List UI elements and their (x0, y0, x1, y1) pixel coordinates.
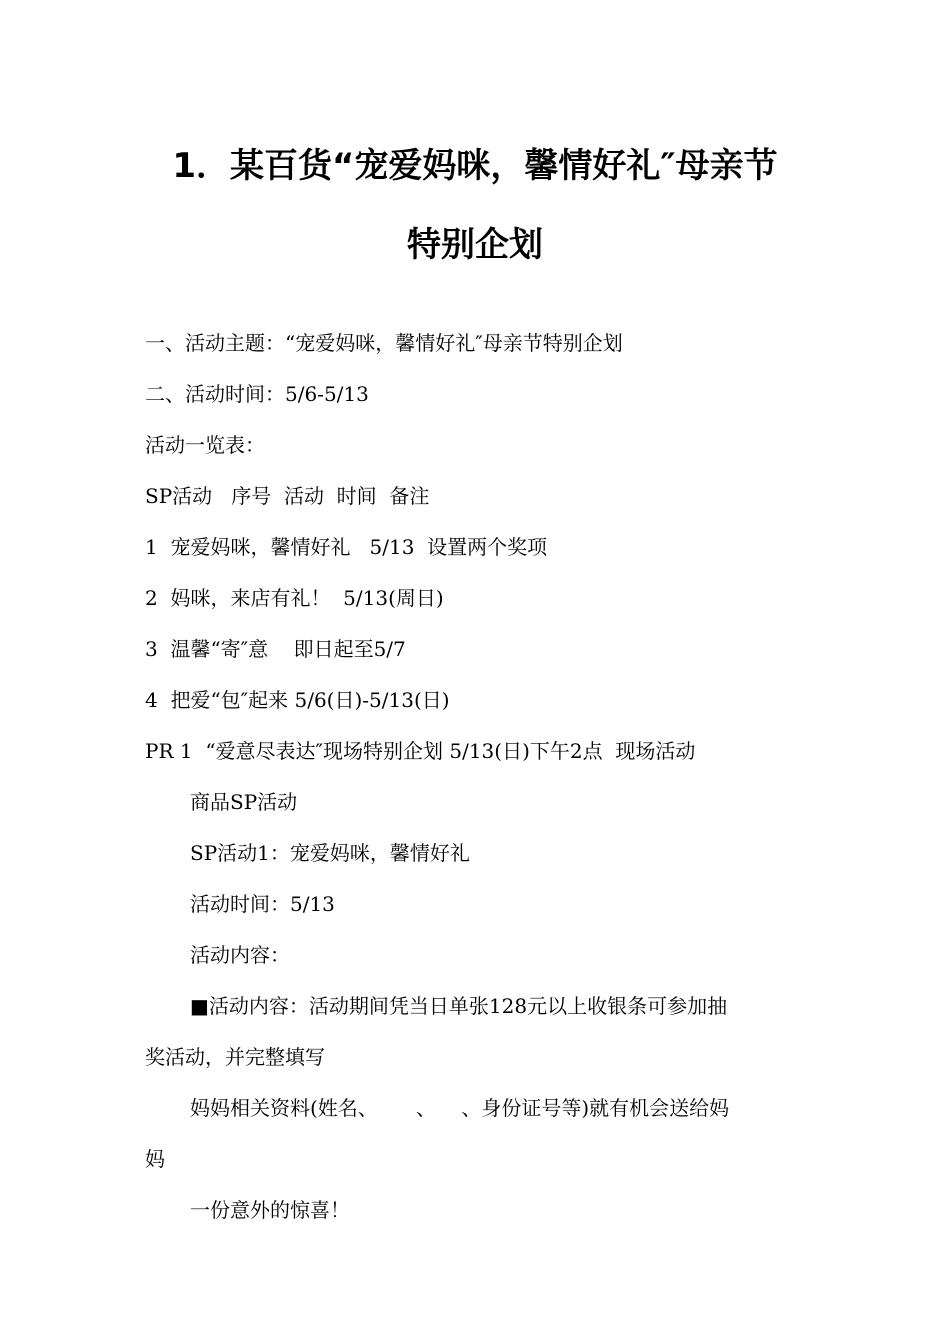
sp-activity-1-content-line-4: 妈 (145, 1147, 165, 1171)
activity-list-heading: 活动一览表： (145, 433, 265, 457)
activity-row-pr: PR 1 “爱意尽表达″现场特别企划 5/13(日)下午2点 现场活动 (145, 739, 696, 763)
activity-row-4: 4 把爱“包″起来 5/6(日)-5/13(日) (145, 688, 450, 712)
sp-activity-1-content-line-5: 一份意外的惊喜！ (190, 1198, 350, 1222)
activity-row-1: 1 宠爱妈咪，馨情好礼 5/13 设置两个奖项 (145, 535, 548, 559)
sp-activity-1-time: 活动时间：5/13 (190, 892, 335, 916)
sp-activity-1-content-line-3: 妈妈相关资料(姓名、 、 、身份证号等)就有机会送给妈 (190, 1096, 730, 1120)
document-title-line-2: 特别企划 (407, 225, 543, 265)
sp-activity-1-content-label: 活动内容： (190, 943, 290, 967)
product-sp-heading: 商品SP活动 (190, 790, 298, 814)
sp-activity-1-content-line-2: 奖活动，并完整填写 (145, 1045, 325, 1069)
document-title-line-1: 1．某百货“宠爱妈咪，馨情好礼″母亲节 (172, 146, 778, 186)
activity-row-3: 3 温馨“寄″意 即日起至5/7 (145, 637, 406, 661)
activity-theme-line: 一、活动主题：“宠爱妈咪，馨情好礼″母亲节特别企划 (145, 331, 623, 355)
activity-row-2: 2 妈咪，来店有礼！ 5/13(周日) (145, 586, 444, 610)
activity-table-header: SP活动 序号 活动 时间 备注 (145, 484, 430, 508)
sp-activity-1-content-line-1: ■活动内容：活动期间凭当日单张128元以上收银条可参加抽 (190, 994, 728, 1018)
sp-activity-1-title: SP活动1：宠爱妈咪，馨情好礼 (190, 841, 470, 865)
activity-time-line: 二、活动时间：5/6-5/13 (145, 382, 369, 406)
